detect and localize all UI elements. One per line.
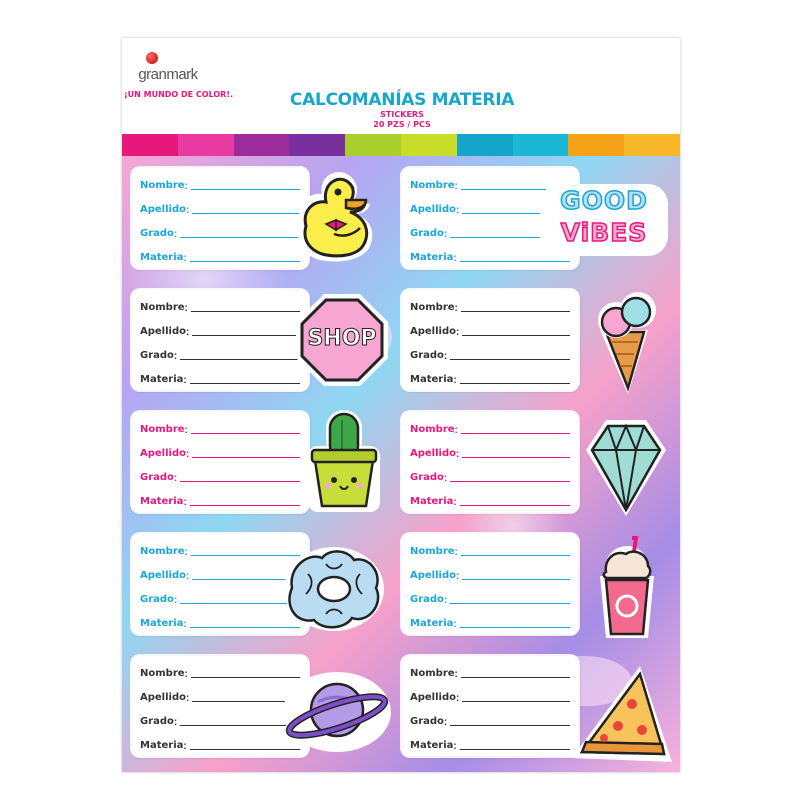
package-title: CALCOMANÍAS MATERIA: [289, 90, 515, 110]
brand-tagline: ¡UN MUNDO DE COLOR!.: [124, 90, 234, 99]
field-grado: Grado :: [410, 346, 570, 362]
field-grado: Grado :: [140, 712, 300, 728]
name-label[interactable]: [402, 290, 578, 390]
field-materia: Materia :: [140, 614, 300, 630]
stripe-segment: [513, 134, 569, 156]
field-materia: Materia :: [140, 492, 300, 508]
field-grado: Grado :: [140, 346, 300, 362]
field-nombre: Nombre :: [410, 176, 570, 192]
field-materia: Materia :: [410, 248, 570, 264]
shop-sign-text: SHOP: [307, 326, 377, 351]
sticker-package: [122, 38, 680, 772]
field-apellido: Apellido :: [140, 200, 300, 216]
package-subtitle: STICKERS: [380, 110, 424, 119]
stripe-segment: [178, 134, 234, 156]
name-label[interactable]: [402, 534, 578, 634]
field-materia: Materia :: [410, 736, 570, 752]
good-vibes-line1: GOOD: [560, 186, 648, 215]
scrunchie-icon: [282, 544, 386, 634]
field-materia: Materia :: [140, 248, 300, 264]
field-nombre: Nombre :: [410, 298, 570, 314]
field-nombre: Nombre :: [140, 420, 300, 436]
stripe-segment: [568, 134, 624, 156]
name-label[interactable]: [402, 412, 578, 512]
field-materia: Materia :: [140, 736, 300, 752]
stripe-segment: [289, 134, 345, 156]
stripe-segment: [457, 134, 513, 156]
good-vibes-line2: ViBES: [560, 218, 648, 247]
package-quantity: 20 PZS / PCS: [373, 120, 431, 129]
field-grado: Grado :: [410, 468, 570, 484]
brand-name: granmark: [138, 66, 198, 83]
field-apellido: Apellido :: [140, 688, 300, 704]
stripe-segment: [122, 134, 178, 156]
name-label[interactable]: [132, 412, 308, 512]
stripe-segment: [345, 134, 401, 156]
drink-cup-icon: [592, 536, 662, 640]
field-grado: Grado :: [410, 590, 570, 606]
name-label[interactable]: [132, 290, 308, 390]
brand-logo-dot: [146, 52, 158, 64]
stripe-segment: [401, 134, 457, 156]
field-apellido: Apellido :: [140, 444, 300, 460]
sticker-sheet: [122, 156, 680, 772]
field-apellido: Apellido :: [410, 444, 570, 460]
field-nombre: Nombre :: [410, 664, 570, 680]
crystal-gem-icon: [584, 418, 668, 518]
package-header: [122, 38, 680, 134]
ice-cream-icon: [586, 286, 666, 398]
color-stripe: [122, 134, 680, 156]
field-nombre: Nombre :: [140, 664, 300, 680]
field-nombre: Nombre :: [410, 420, 570, 436]
field-nombre: Nombre :: [140, 176, 300, 192]
planet-icon: [282, 666, 392, 756]
field-apellido: Apellido :: [410, 688, 570, 704]
field-grado: Grado :: [140, 224, 300, 240]
duck-icon: [280, 162, 390, 272]
field-materia: Materia :: [140, 370, 300, 386]
field-nombre: Nombre :: [410, 542, 570, 558]
field-grado: Grado :: [410, 712, 570, 728]
name-label[interactable]: [402, 656, 578, 756]
cactus-icon: [302, 406, 386, 514]
stripe-segment: [624, 134, 680, 156]
field-apellido: Apellido :: [410, 322, 570, 338]
field-apellido: Apellido :: [410, 566, 570, 582]
field-apellido: Apellido :: [410, 200, 570, 216]
field-grado: Grado :: [140, 590, 300, 606]
field-materia: Materia :: [410, 614, 570, 630]
field-nombre: Nombre :: [140, 298, 300, 314]
pizza-slice-icon: [570, 664, 674, 764]
field-grado: Grado :: [410, 224, 570, 240]
good-vibes-sticker: [540, 184, 668, 256]
field-nombre: Nombre :: [140, 542, 300, 558]
field-grado: Grado :: [140, 468, 300, 484]
field-apellido: Apellido :: [140, 566, 300, 582]
field-materia: Materia :: [410, 492, 570, 508]
field-materia: Materia :: [410, 370, 570, 386]
stripe-segment: [234, 134, 290, 156]
field-apellido: Apellido :: [140, 322, 300, 338]
